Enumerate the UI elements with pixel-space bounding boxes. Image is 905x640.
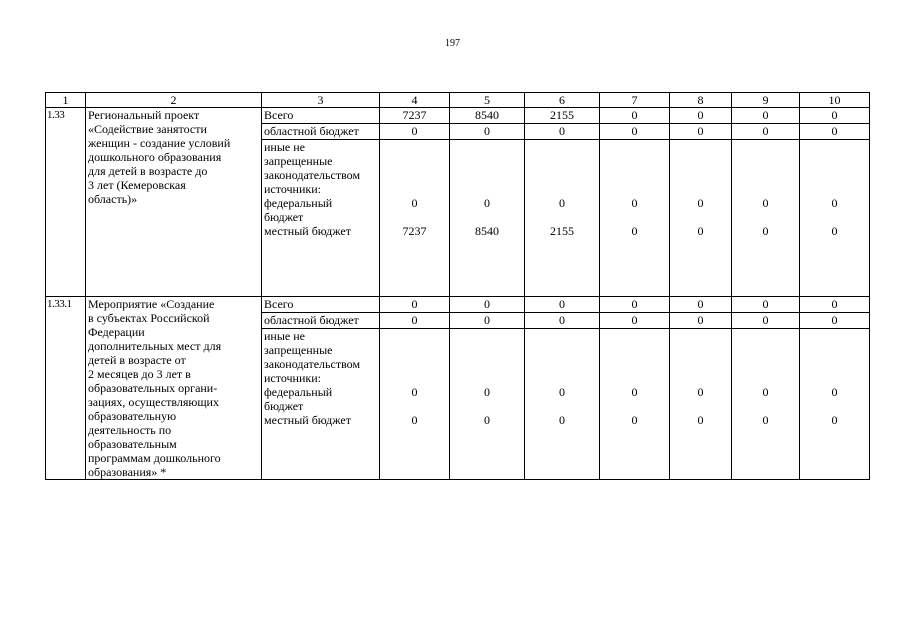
value-total: 7237 [380, 108, 450, 124]
value-regional: 0 [380, 124, 450, 140]
title-line: Региональный проект [88, 108, 200, 122]
value-federal-local [670, 329, 732, 480]
value-regional: 0 [670, 313, 732, 329]
value-regional: 0 [800, 124, 870, 140]
value-federal: 0 [631, 196, 638, 210]
value-total: 8540 [450, 108, 525, 124]
value-local: 0 [762, 413, 769, 427]
value-federal-local [800, 329, 870, 480]
value-total: 0 [600, 108, 670, 124]
value-total: 0 [732, 297, 800, 313]
header-cell: 6 [525, 93, 600, 108]
value-regional: 0 [600, 313, 670, 329]
header-row [46, 93, 870, 108]
value-federal-local [800, 140, 870, 297]
value-federal: 0 [631, 385, 638, 399]
value-total: 0 [732, 108, 800, 124]
title-line: для детей в возрасте до [88, 164, 208, 178]
value-local: 8540 [475, 224, 499, 238]
value-total: 0 [450, 297, 525, 313]
value-total: 0 [800, 108, 870, 124]
value-federal: 0 [411, 385, 418, 399]
value-federal-local [600, 140, 670, 297]
source-line: федеральный [264, 196, 333, 210]
value-local: 0 [831, 224, 838, 238]
value-federal: 0 [484, 385, 490, 399]
source-line: источники: [264, 182, 321, 196]
source-total-label: Всего [262, 108, 380, 124]
value-total: 0 [670, 108, 732, 124]
source-regional-label: областной бюджет [262, 124, 380, 140]
row-total [46, 108, 870, 124]
value-federal-local [732, 140, 800, 297]
header-cell: 5 [450, 93, 525, 108]
value-federal: 0 [831, 385, 838, 399]
value-federal-local [450, 140, 525, 297]
source-line: запрещенные [264, 343, 333, 357]
value-regional: 0 [732, 313, 800, 329]
source-local-label: местный бюджет [264, 224, 351, 238]
value-total: 0 [800, 297, 870, 313]
header-cell: 7 [600, 93, 670, 108]
value-federal-local [380, 329, 450, 480]
title-line: программам дошкольного [88, 451, 221, 465]
title-line: Федерации [88, 325, 145, 339]
source-total-label: Всего [262, 297, 380, 313]
value-total: 0 [525, 297, 600, 313]
value-total: 0 [670, 297, 732, 313]
header-cell: 1 [46, 93, 86, 108]
title-line: детей в возрасте от [88, 353, 186, 367]
value-federal: 0 [831, 196, 838, 210]
value-regional: 0 [525, 124, 600, 140]
page-number: 197 [445, 38, 460, 49]
source-line: иные не [264, 140, 305, 154]
value-regional: 0 [450, 124, 525, 140]
value-local: 2155 [550, 224, 574, 238]
source-other-label [262, 140, 380, 297]
title-line: в субъектах Российской [88, 311, 210, 325]
value-federal: 0 [411, 196, 418, 210]
value-federal-local [732, 329, 800, 480]
value-local: 0 [559, 413, 565, 427]
row-title [86, 297, 262, 480]
value-regional: 0 [670, 124, 732, 140]
value-federal-local [525, 140, 600, 297]
value-regional: 0 [380, 313, 450, 329]
value-regional: 0 [732, 124, 800, 140]
source-line: бюджет [264, 399, 304, 413]
row-title [86, 108, 262, 297]
value-federal-local [450, 329, 525, 480]
title-line: дополнительных мест для [88, 339, 222, 353]
value-regional: 0 [600, 124, 670, 140]
header-cell: 8 [670, 93, 732, 108]
value-federal-local [380, 140, 450, 297]
value-regional: 0 [450, 313, 525, 329]
header-cell: 4 [380, 93, 450, 108]
source-other-label [262, 329, 380, 480]
title-line: образования» * [88, 465, 167, 479]
title-line: женщин - создание условий [88, 136, 231, 150]
cell-spacer [264, 427, 378, 444]
row-total [46, 297, 870, 313]
title-line: 3 лет (Кемеровская [88, 178, 186, 192]
header-cell: 3 [262, 93, 380, 108]
source-line: бюджет [264, 210, 304, 224]
header-cell: 9 [732, 93, 800, 108]
source-regional-label: областной бюджет [262, 313, 380, 329]
cell-spacer [264, 238, 378, 296]
title-line: «Содействие занятости [88, 122, 207, 136]
value-federal: 0 [697, 196, 704, 210]
value-local: 7237 [402, 224, 427, 238]
header-cell: 2 [86, 93, 262, 108]
value-total: 2155 [525, 108, 600, 124]
value-federal-local [525, 329, 600, 480]
value-local: 0 [631, 224, 638, 238]
source-local-label: местный бюджет [264, 413, 351, 427]
title-line: зациях, осуществляющих [88, 395, 219, 409]
value-regional: 0 [525, 313, 600, 329]
source-line: источники: [264, 371, 321, 385]
value-local: 0 [697, 224, 704, 238]
value-local: 0 [762, 224, 769, 238]
value-federal-local [600, 329, 670, 480]
value-federal: 0 [559, 385, 565, 399]
title-line: Мероприятие «Создание [88, 297, 215, 311]
title-line: образовательным [88, 437, 177, 451]
title-line: 2 месяцев до 3 лет в [88, 367, 191, 381]
source-line: федеральный [264, 385, 333, 399]
title-line: область)» [88, 192, 138, 206]
value-local: 0 [411, 413, 418, 427]
value-regional: 0 [800, 313, 870, 329]
value-local: 0 [631, 413, 638, 427]
value-federal: 0 [762, 196, 769, 210]
header-cell: 10 [800, 93, 870, 108]
value-federal: 0 [484, 196, 490, 210]
source-line: запрещенные [264, 154, 333, 168]
value-total: 0 [600, 297, 670, 313]
row-number: 1.33.1 [46, 297, 86, 480]
title-line: дошкольного образования [88, 150, 222, 164]
value-federal: 0 [559, 196, 565, 210]
value-local: 0 [484, 413, 490, 427]
title-line: образовательную [88, 409, 177, 423]
value-federal: 0 [697, 385, 704, 399]
source-line: законодательством [264, 168, 361, 182]
value-local: 0 [831, 413, 838, 427]
budget-table [45, 92, 870, 480]
value-federal: 0 [762, 385, 769, 399]
title-line: деятельность по [88, 423, 172, 437]
value-federal-local [670, 140, 732, 297]
source-line: законодательством [264, 357, 361, 371]
value-local: 0 [697, 413, 704, 427]
row-number: 1.33 [46, 108, 86, 297]
title-line: образовательных органи- [88, 381, 218, 395]
value-total: 0 [380, 297, 450, 313]
source-line: иные не [264, 329, 305, 343]
